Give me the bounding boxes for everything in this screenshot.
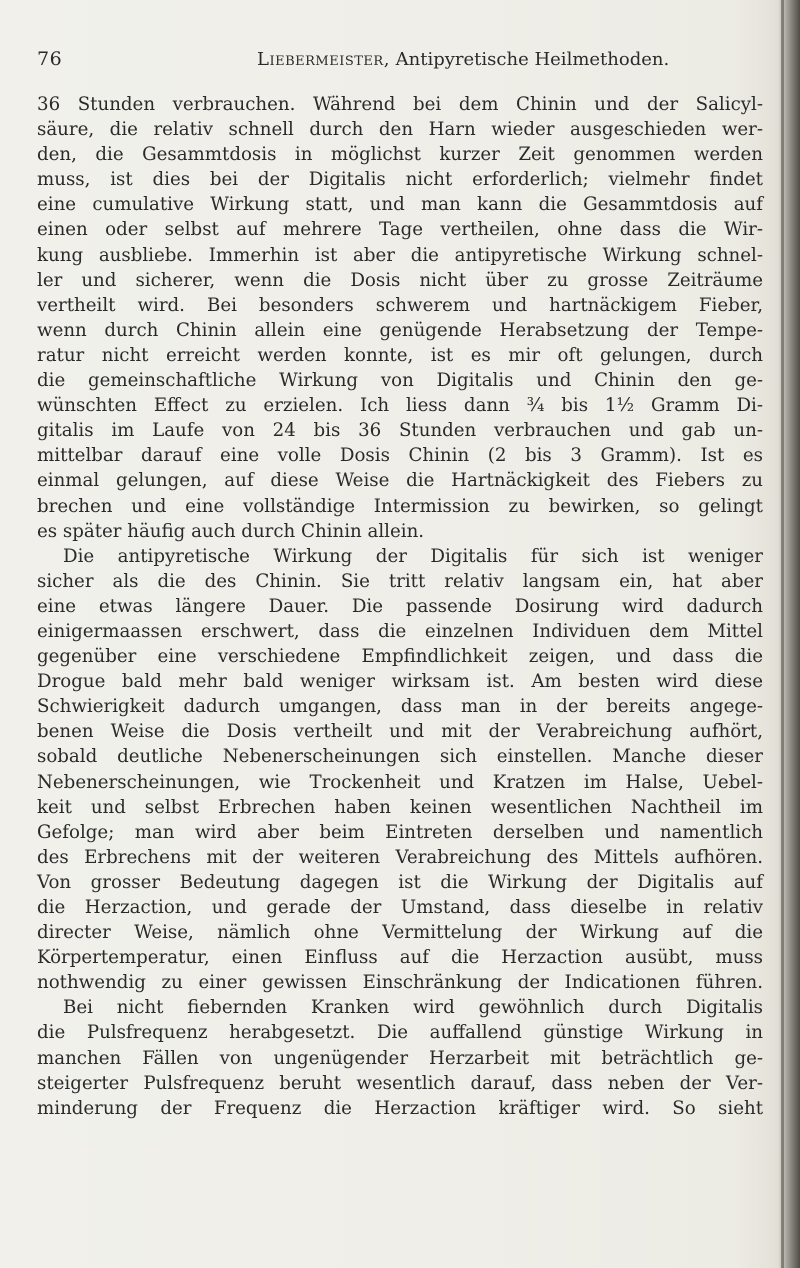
text-line: benen Weise die Dosis vertheilt und mit der Verabreichung aufhört, bbox=[37, 721, 763, 743]
text-line: eine cumulative Wirkung statt, und man kann die Gesammtdosis auf bbox=[37, 194, 763, 216]
text-line: die gemeinschaftliche Wirkung von Digitalis und Chinin den ge- bbox=[37, 370, 763, 392]
text-line: Drogue bald mehr bald weniger wirksam ist. Am besten wird diese bbox=[37, 671, 763, 693]
text-line: die Pulsfrequenz herabgesetzt. Die auffallend günstige Wirkung in bbox=[37, 1022, 763, 1044]
text-line: wünschten Effect zu erzielen. Ich liess dann ¾ bis 1½ Gramm Di- bbox=[37, 395, 763, 417]
text-line: es später häufig auch durch Chinin allein. bbox=[37, 520, 425, 542]
text-line: ratur nicht erreicht werden konnte, ist es mir oft gelungen, durch bbox=[37, 344, 763, 366]
running-header bbox=[37, 48, 770, 78]
text-line: mittelbar darauf eine volle Dosis Chinin (2 bis 3 Gramm). Ist es bbox=[37, 445, 763, 467]
text-line: kung ausbliebe. Immerhin ist aber die antipyretische Wirkung schnel- bbox=[37, 244, 763, 266]
text-line: einmal gelungen, auf diese Weise die Hartnäckigkeit des Fiebers zu bbox=[37, 470, 763, 492]
text-line: ler und sicherer, wenn die Dosis nicht über zu grosse Zeiträume bbox=[37, 269, 763, 291]
text-line: einen oder selbst auf mehrere Tage vertheilen, ohne dass die Wir- bbox=[37, 219, 763, 241]
text-line: nothwendig zu einer gewissen Einschränkung der Indicationen führen. bbox=[37, 972, 763, 994]
text-line: eine etwas längere Dauer. Die passende Dosirung wird dadurch bbox=[37, 595, 763, 617]
text-line: directer Weise, nämlich ohne Vermittelung der Wirkung auf die bbox=[37, 922, 763, 944]
text-line: die Herzaction, und gerade der Umstand, dass dieselbe in relativ bbox=[37, 897, 763, 918]
text-line: den, die Gesammtdosis in möglichst kurzer Zeit genommen werden bbox=[37, 144, 763, 166]
text-line: Gefolge; man wird aber beim Eintreten derselben und namentlich bbox=[37, 821, 763, 843]
text-line: brechen und eine vollständige Intermission zu bewirken, so gelingt bbox=[37, 495, 763, 517]
text-line: sobald deutliche Nebenerscheinungen sich einstellen. Manche dieser bbox=[37, 746, 763, 768]
text-line: Bei nicht fiebernden Kranken wird gewöhnlich durch Digitalis bbox=[63, 997, 763, 1019]
text-line: Körpertemperatur, einen Einfluss auf die Herzaction ausübt, muss bbox=[37, 947, 763, 969]
text-line: gegenüber eine verschiedene Empfindlichkeit zeigen, und dass die bbox=[37, 646, 763, 668]
page-number: 76 bbox=[37, 48, 63, 70]
text-line: Nebenerscheinungen, wie Trockenheit und Kratzen im Halse, Uebel- bbox=[37, 771, 763, 793]
running-head-title: Antipyretische Heilmethoden. bbox=[395, 49, 670, 70]
text-line: wenn durch Chinin allein eine genügende Herabsetzung der Tempe- bbox=[37, 319, 763, 341]
body-text bbox=[37, 92, 763, 1121]
running-head-author: Liebermeister, bbox=[257, 49, 390, 70]
text-line: des Erbrechens mit der weiteren Verabreichung des Mittels aufhören. bbox=[37, 846, 763, 868]
text-line: minderung der Frequenz die Herzaction kräftiger wird. So sieht bbox=[37, 1097, 763, 1119]
text-line: 36 Stunden verbrauchen. Während bei dem Chinin und der Salicyl- bbox=[37, 94, 763, 115]
text-line: manchen Fällen von ungenügender Herzarbeit mit beträchtlich ge- bbox=[37, 1047, 763, 1069]
text-line: sicher als die des Chinin. Sie tritt relativ langsam ein, hat aber bbox=[37, 570, 763, 592]
text-line: Von grosser Bedeutung dagegen ist die Wirkung der Digitalis auf bbox=[37, 871, 763, 893]
text-line: muss, ist dies bei der Digitalis nicht erforderlich; vielmehr findet bbox=[37, 169, 763, 191]
text-line: säure, die relativ schnell durch den Harn wieder ausgeschieden wer- bbox=[37, 119, 763, 141]
text-line: steigerter Pulsfrequenz beruht wesentlich darauf, dass neben der Ver- bbox=[37, 1072, 763, 1094]
binding-edge-line bbox=[781, 0, 784, 1268]
text-line: keit und selbst Erbrechen haben keinen wesentlichen Nachtheil im bbox=[37, 796, 763, 818]
text-line: gitalis im Laufe von 24 bis 36 Stunden verbrauchen und gab un- bbox=[37, 420, 763, 442]
text-line: Schwierigkeit dadurch umgangen, dass man in der bereits angege- bbox=[37, 696, 763, 718]
running-head bbox=[257, 49, 669, 70]
text-line: Die antipyretische Wirkung der Digitalis für sich ist weniger bbox=[63, 545, 763, 567]
text-line: vertheilt wird. Bei besonders schwerem und hartnäckigem Fieber, bbox=[37, 294, 763, 316]
text-line: einigermaassen erschwert, dass die einzelnen Individuen dem Mittel bbox=[37, 620, 763, 642]
